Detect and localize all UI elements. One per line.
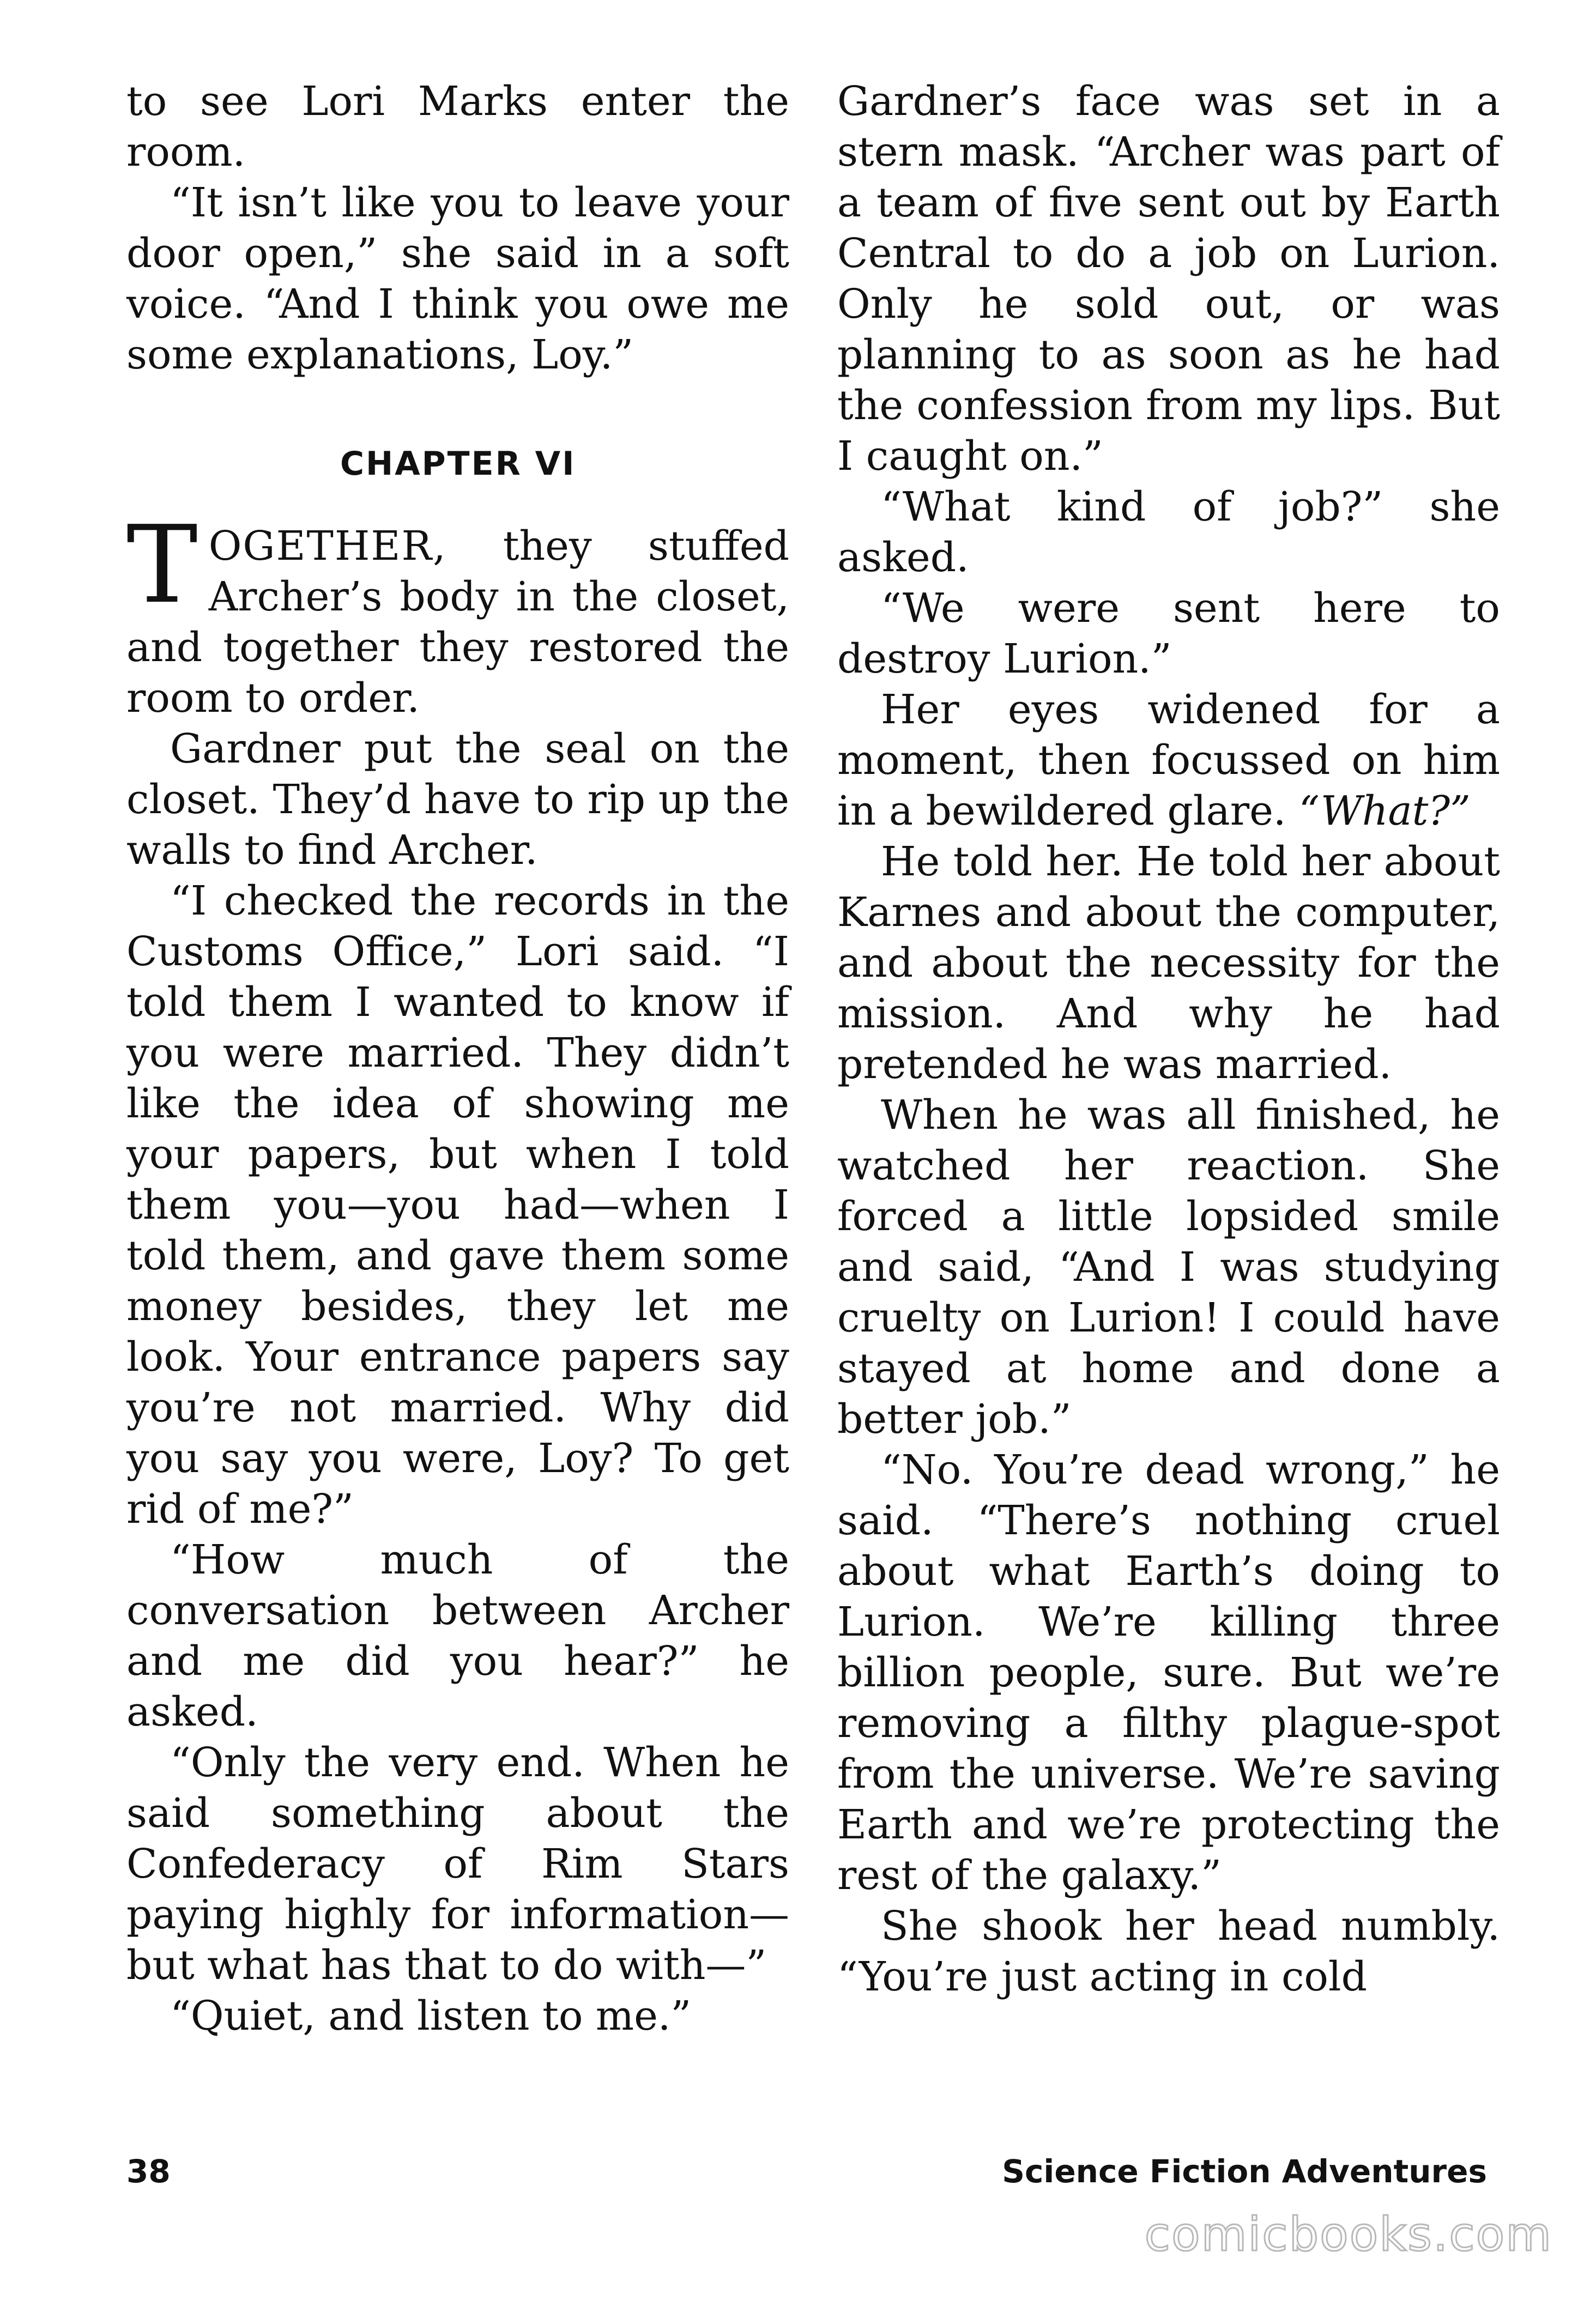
paragraph: to see Lori Marks enter the room. — [126, 78, 789, 175]
paragraph — [837, 685, 1500, 837]
page-number: 38 — [126, 2153, 171, 2190]
paragraph-text: Her eyes widened for a moment, then focussed on him in a bewildered glare. — [837, 686, 1500, 834]
paragraph: When he was all finished, he watched her reaction. She forced a little lopsided smile and said, “And I was studying cruelty on Lurion! I could have stayed at home and done a better job.” — [837, 1092, 1500, 1443]
small-caps-lead: OGETHER, — [208, 523, 447, 570]
magazine-title: Science Fiction Adventures — [1002, 2153, 1487, 2190]
paragraph: “We were sent here to destroy Lurion.” — [837, 585, 1500, 682]
paragraph: “How much of the conversation between Archer and me did you hear?” he asked. — [126, 1536, 789, 1735]
paragraph: “Only the very end. When he said something about the Confederacy of Rim Stars paying highly for information—but what has that to do with—” — [126, 1739, 789, 1989]
chapter-heading: CHAPTER VI — [340, 445, 576, 483]
left-column — [126, 76, 789, 2042]
right-column — [837, 76, 1500, 2002]
paragraph: “It isn’t like you to leave your door open,” she said in a soft voice. “And I think you owe me some explanations, Loy.” — [126, 179, 789, 378]
paragraph: Gardner put the seal on the closet. They’d have to rip up the walls to find Archer. — [126, 725, 789, 874]
drop-cap: T — [126, 503, 198, 627]
watermark: comicbooks.com — [1144, 2207, 1552, 2262]
paragraph: “Quiet, and listen to me.” — [170, 1993, 692, 2039]
italic-text: “What?” — [1298, 788, 1471, 834]
paragraph-text: they stuffed Archer’s body in the closet, and together they restored the room to order. — [126, 523, 789, 722]
paragraph: “I checked the records in the Customs Office,” Lori said. “I told them I wanted to know if you were married. They didn’t like the idea of showing me your papers, but when I told them you—you had—when I told them, and gave them some money besides, they let me look. Your entrance papers say you’re not married. Why did you say you were, Loy? To get rid of me?” — [126, 877, 789, 1533]
paragraph: She shook her head numbly. “You’re just acting in cold — [837, 1903, 1500, 2000]
paragraph: “What kind of job?” she asked. — [837, 483, 1500, 581]
paragraph: Gardner’s face was set in a stern mask. “Archer was part of a team of five sent out by Earth Central to do a job on Lurion. Only he sold out, or was planning to as soon as he had the confession from my lips. But I caught on.” — [837, 78, 1500, 480]
paragraph: He told her. He told her about Karnes and about the computer, and about the necessity for the mission. And why he had pretended he was married. — [837, 838, 1500, 1088]
paragraph: “No. You’re dead wrong,” he said. “There’s nothing cruel about what Earth’s doing to Lurion. We’re killing three billion people, sure. But we’re removing a filthy plague-spot from the universe. We’re saving Earth and we’re protecting the rest of the galaxy.” — [837, 1446, 1500, 1899]
paragraph-opening — [126, 503, 789, 724]
